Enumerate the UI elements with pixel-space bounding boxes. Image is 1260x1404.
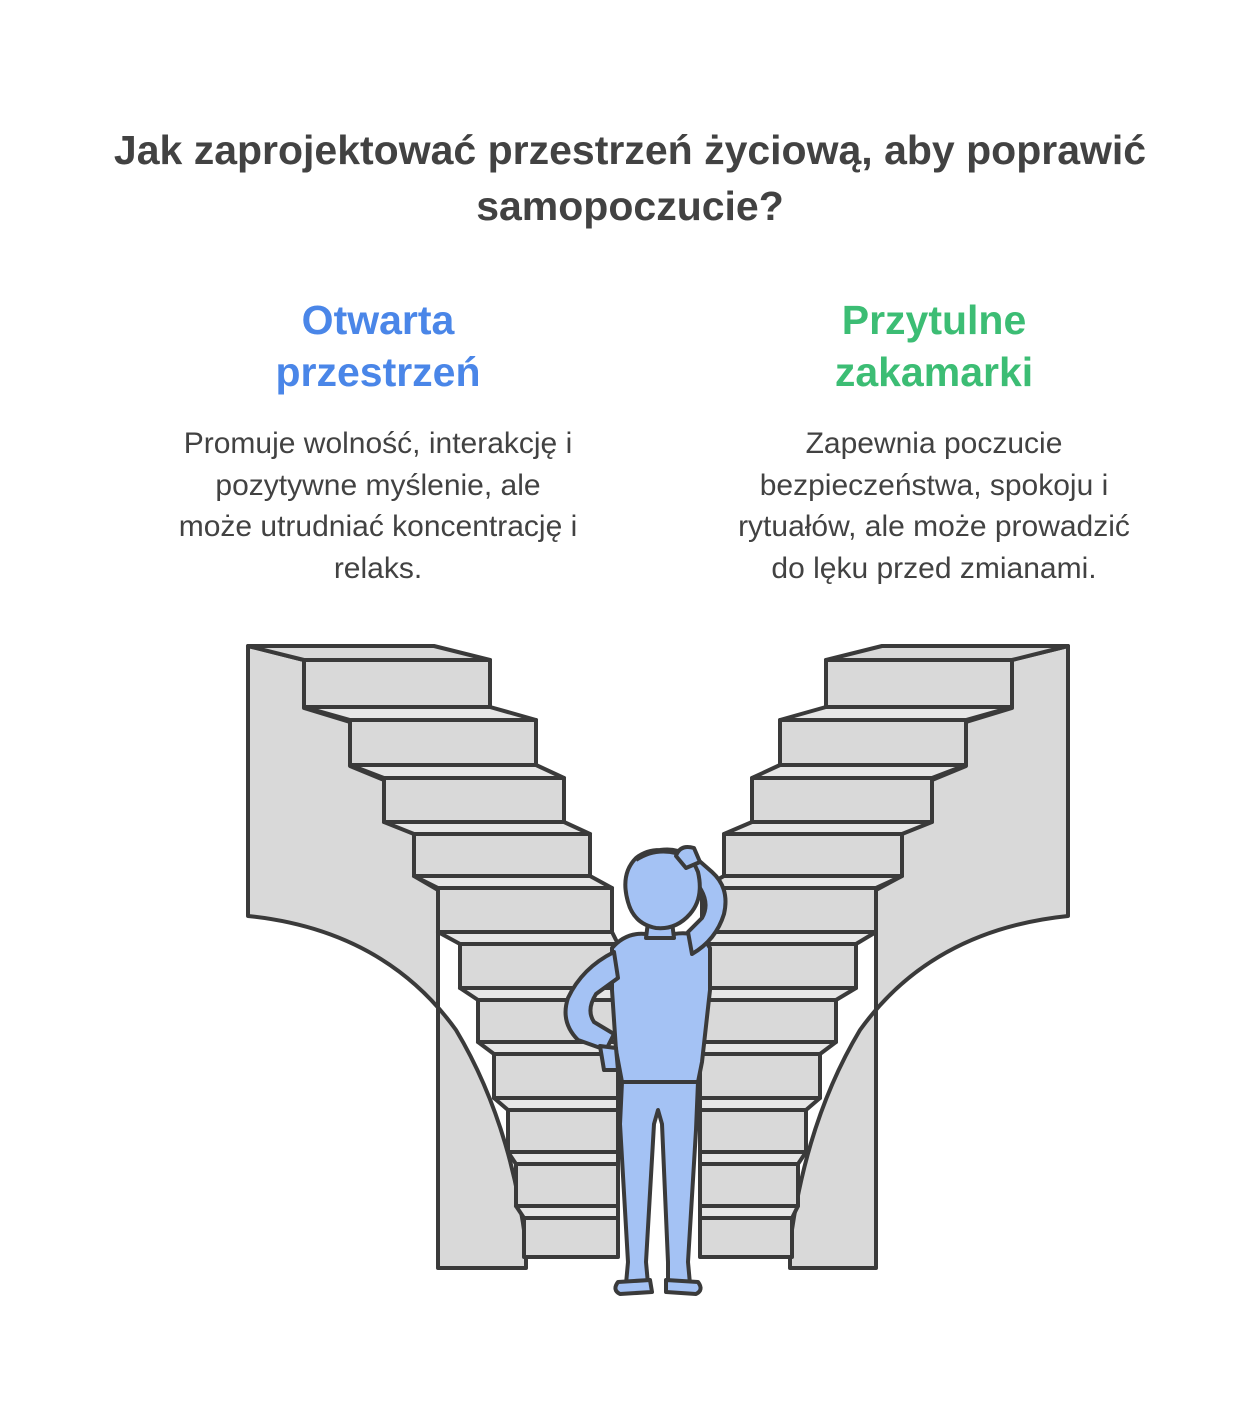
stair-step (700, 1000, 836, 1042)
stair-step (384, 778, 564, 822)
option-heading-cozy-nooks: Przytulne zakamarki (834, 297, 1034, 395)
stair-step (524, 1218, 618, 1257)
stair-step (438, 888, 612, 932)
stair-step (508, 1110, 618, 1152)
stair-step (826, 660, 1012, 707)
stair-step (702, 888, 876, 932)
stair-step (724, 834, 902, 876)
stair-step (304, 660, 490, 707)
option-heading-open-space: Otwarta przestrzeń (275, 297, 481, 395)
stair-step (700, 1218, 792, 1257)
option-description-cozy-nooks: Zapewnia poczucie bezpieczeństwa, spokoju i rytuałów, ale może prowadzić do lęku przed zmianami. (738, 427, 1130, 585)
stair-step (700, 944, 856, 988)
staircase-icon (248, 646, 618, 1268)
stair-step (516, 1164, 618, 1206)
stair-step (494, 1054, 618, 1098)
stair-step (700, 1164, 798, 1206)
stair-step (752, 778, 932, 822)
stair-step (350, 720, 536, 765)
diagram-title: Jak zaprojektować przestrzeń życiową, aby poprawić samopoczucie? (113, 127, 1147, 229)
stair-step (700, 1054, 820, 1098)
stair-step (414, 834, 590, 876)
option-description-open-space: Promuje wolność, interakcję i pozytywne myślenie, ale może utrudniać koncentrację i relaks. (178, 427, 578, 585)
staircase-icon (700, 646, 1068, 1268)
stair-step (780, 720, 966, 765)
stair-step (700, 1110, 806, 1152)
